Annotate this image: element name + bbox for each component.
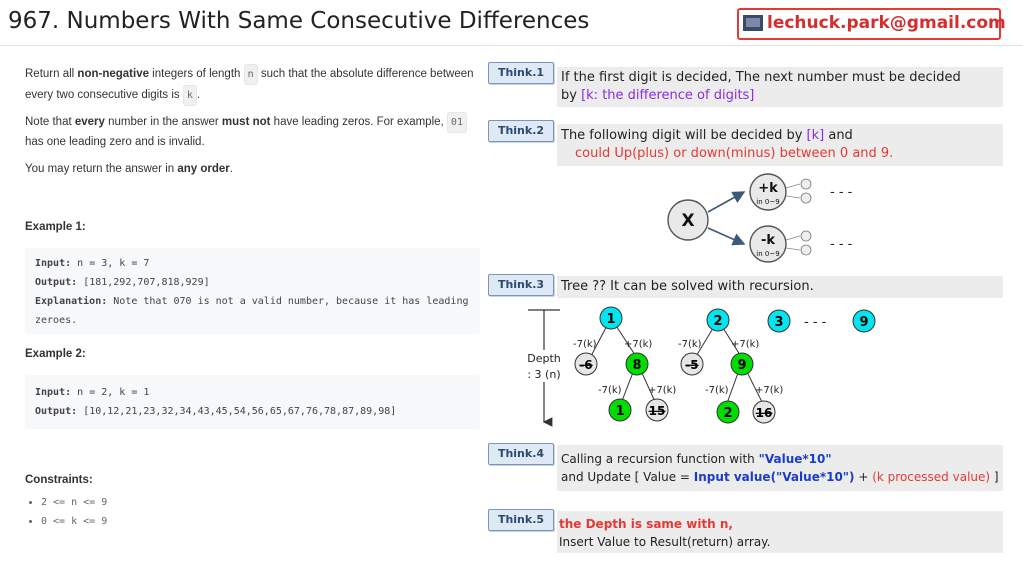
svg-text:-7(k): -7(k)	[678, 339, 702, 350]
svg-text:+7(k): +7(k)	[624, 339, 653, 350]
think2-box: The following digit will be decided by [k] and could Up(plus) or down(minus) between 0 and 9.	[557, 124, 1003, 166]
svg-text:: 3 (n): : 3 (n)	[527, 368, 561, 381]
problem-paragraph-1: Return all non-negative integers of length n such that the absolute difference between every two consecutive digits is k .	[25, 64, 477, 106]
title-divider	[0, 45, 1023, 46]
think5-tag: Think.5	[488, 509, 554, 531]
root-label: X	[681, 211, 695, 231]
svg-text:in 0~9: in 0~9	[756, 198, 780, 206]
svg-text:-7(k): -7(k)	[573, 339, 597, 350]
constraints-title: Constraints:	[25, 474, 93, 486]
svg-text:- - -: - - -	[804, 315, 827, 330]
svg-text:2: 2	[713, 314, 723, 329]
think3-tag: Think.3	[488, 274, 554, 296]
svg-text:3: 3	[774, 315, 784, 330]
svg-text:-7(k): -7(k)	[598, 385, 622, 396]
svg-text:in 0~9: in 0~9	[756, 250, 780, 258]
constraint-item: • 2 <= n <= 9	[41, 493, 107, 512]
svg-text:Depth: Depth	[527, 352, 561, 365]
email-badge	[737, 8, 1006, 40]
example1-title: Example 1:	[25, 221, 86, 233]
problem-paragraph-2: Note that every number in the answer must not have leading zeros. For example, 01 has one leading zero and is invalid.	[25, 112, 480, 152]
svg-text:+k: +k	[758, 181, 778, 196]
page-title: 967. Numbers With Same Consecutive Differences	[8, 8, 590, 34]
svg-text:- - -: - - -	[830, 237, 853, 252]
svg-text:9: 9	[859, 315, 869, 330]
svg-text:+7(k): +7(k)	[755, 385, 784, 396]
think1-tag: Think.1	[488, 62, 554, 84]
constraint-item: • 0 <= k <= 9	[41, 512, 107, 531]
example2-title: Example 2:	[25, 348, 86, 360]
think3-box: Tree ?? It can be solved with recursion.	[557, 276, 1003, 298]
svg-text:- - -: - - -	[830, 185, 853, 200]
recursion-tree-diagram	[510, 300, 890, 435]
svg-text:-5: -5	[685, 358, 699, 372]
example2-box: Input: n = 2, k = 1 Output: [10,12,21,23,32,34,43,45,54,56,65,67,76,78,87,89,98]	[25, 375, 480, 429]
think5-box: the Depth is same with n, Insert Value to Result(return) array.	[557, 511, 1003, 553]
svg-text:1: 1	[606, 312, 616, 327]
mail-logo-icon	[743, 15, 763, 31]
branch-diagram	[640, 168, 870, 268]
example1-box: Input: n = 3, k = 7 Output: [181,292,707,818,929] Explanation: Note that 070 is not a valid number, because it has leading zeroes.	[25, 248, 480, 334]
svg-text:9: 9	[737, 358, 747, 373]
svg-text:-k: -k	[760, 233, 776, 248]
svg-text:-7(k): -7(k)	[705, 385, 729, 396]
problem-paragraph-3: You may return the answer in any order.	[25, 163, 233, 175]
svg-text:+7(k): +7(k)	[648, 385, 677, 396]
svg-text:15: 15	[648, 404, 666, 418]
think4-tag: Think.4	[488, 443, 554, 465]
think1-box: If the first digit is decided, The next number must be decided by [k: the difference of digits]	[557, 67, 1003, 107]
think4-box: Calling a recursion function with "Value*10" and Update [ Value = Input value("Value*10") + (k processed value) ]	[557, 445, 1003, 491]
constraints-list	[15, 493, 107, 531]
think2-tag: Think.2	[488, 120, 554, 142]
svg-text:8: 8	[632, 358, 642, 373]
svg-text:+7(k): +7(k)	[731, 339, 760, 350]
svg-text:1: 1	[615, 404, 625, 419]
svg-text:16: 16	[755, 406, 773, 420]
svg-text:2: 2	[723, 406, 733, 421]
email-text: lechuck.park@gmail.com	[767, 13, 1006, 33]
svg-text:-6: -6	[579, 358, 593, 372]
